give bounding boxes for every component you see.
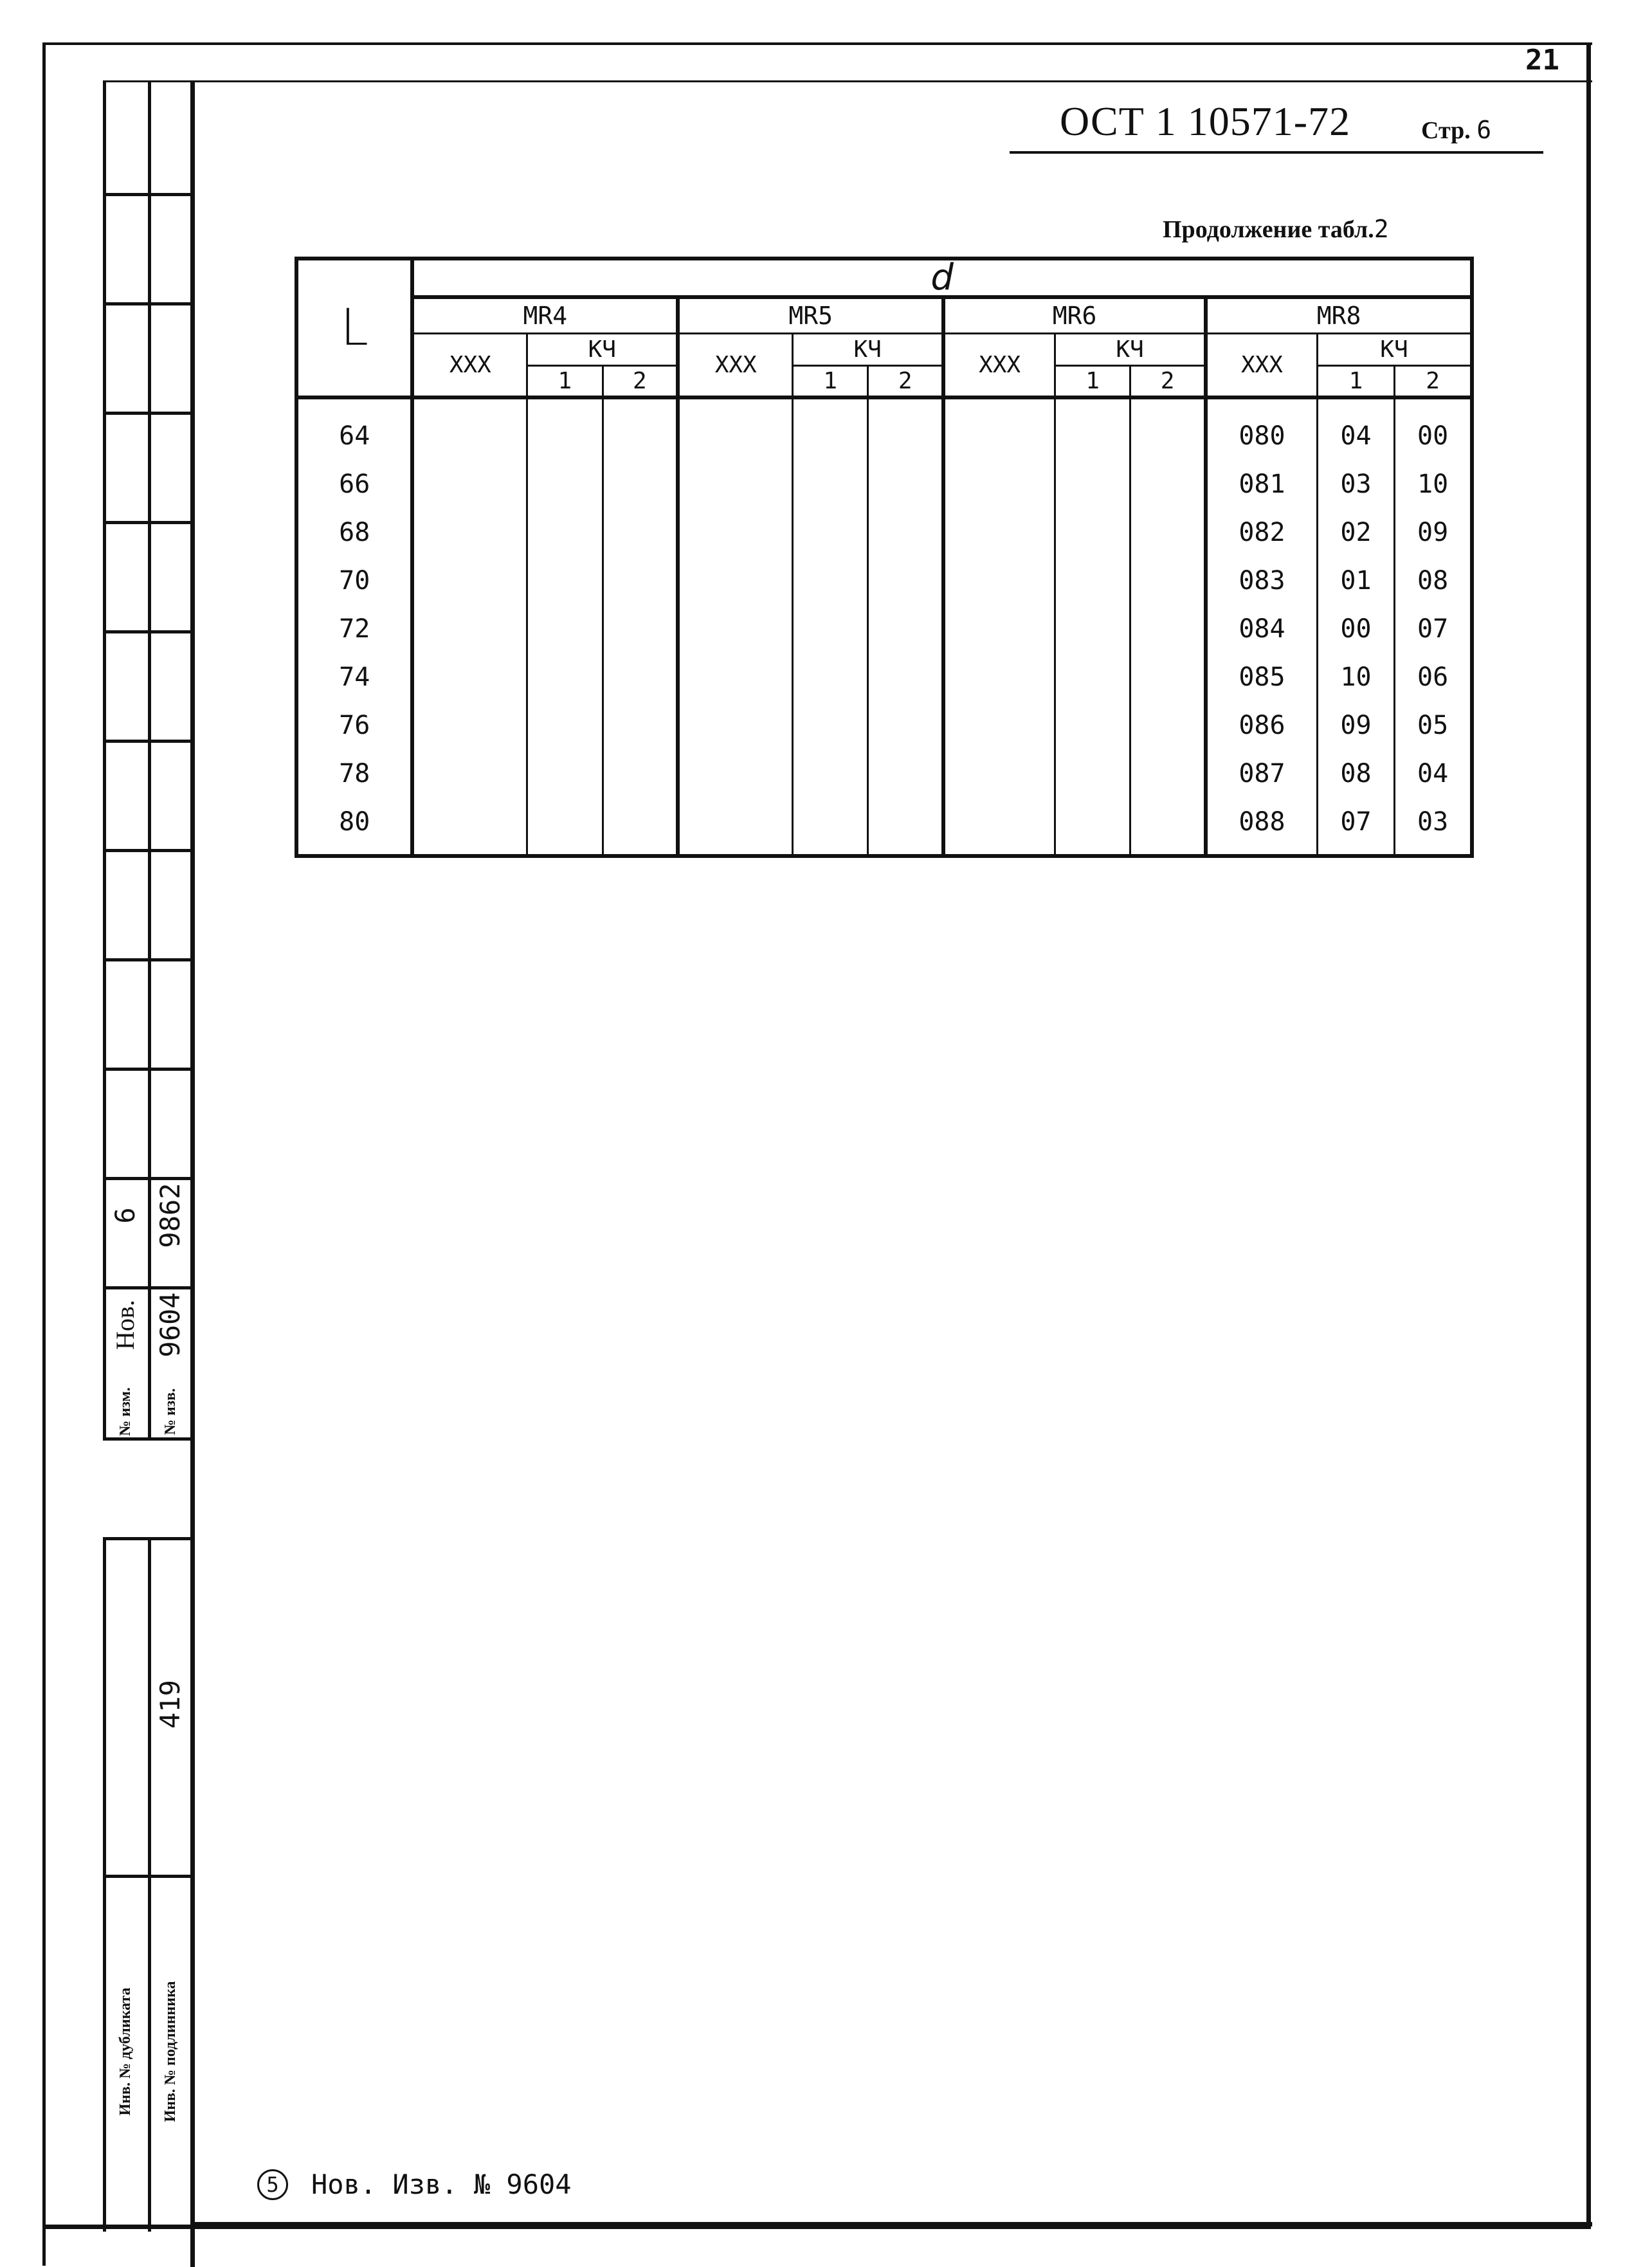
mr5-kch2-col [868,397,943,856]
table-body-row [296,397,1472,856]
group-header-mr6: MR6 [943,297,1206,333]
cell-kch1: 04 [1340,421,1372,451]
cell-xxx: 081 [1239,469,1285,499]
col-L-values [296,397,412,856]
doc-header [1010,98,1543,156]
mr4-kch1-col [527,397,603,856]
cell-L: 70 [339,566,370,596]
xxx-header: XXX [943,333,1055,397]
kch-sub-1: 1 [527,365,603,397]
kch-header: КЧ [527,333,678,365]
side-stamp-lower [103,1537,193,2232]
stamp-dup-label: Инв. № дубликата [117,1987,134,2116]
kch-header: КЧ [1055,333,1206,365]
stamp-izv-2: 9862 [154,1183,186,1248]
cell-kch2: 10 [1417,469,1449,499]
cell-L: 74 [339,662,370,692]
col-header-d: d [412,259,1472,297]
mr6-xxx-col [943,397,1055,856]
kch-sub-1: 1 [1055,365,1130,397]
footer-note [257,2169,572,2200]
cell-L: 76 [339,711,370,740]
cell-xxx: 083 [1239,566,1285,596]
cell-xxx: 082 [1239,518,1285,547]
cell-kch1: 03 [1340,469,1372,499]
page-label-value: 6 [1476,116,1492,144]
kch-sub-2: 2 [868,365,943,397]
cell-kch2: 07 [1417,614,1449,644]
mr8-kch2-col [1395,397,1472,856]
page-label [1421,116,1491,145]
content-bottom-line [190,2222,1592,2226]
group-header-mr8: MR8 [1206,297,1472,333]
mr4-xxx-col [412,397,527,856]
page-label-text: Стр. [1421,117,1471,144]
data-table [295,257,1474,858]
kch-sub-2: 2 [1130,365,1206,397]
cell-kch1: 01 [1340,566,1372,596]
cell-kch2: 03 [1417,807,1449,837]
cell-L: 66 [339,469,370,499]
cell-L: 64 [339,421,370,451]
cell-kch2: 06 [1417,662,1449,692]
cell-kch1: 00 [1340,614,1372,644]
stamp-line [103,412,193,415]
stamp-izv-1: 9604 [154,1292,186,1358]
cell-xxx: 086 [1239,711,1285,740]
footer-text: Нов. Изв. № 9604 [311,2169,572,2200]
kch-sub-1: 1 [1317,365,1394,397]
stamp-nov-label: Нов. [111,1300,140,1350]
xxx-header: XXX [412,333,527,397]
content-top-line [103,80,1592,82]
stamp-nov-value: 6 [109,1207,141,1224]
xxx-header: XXX [678,333,792,397]
footer-circle-number: 5 [257,2169,288,2200]
kch-header: КЧ [793,333,944,365]
cell-xxx: 080 [1239,421,1285,451]
mr6-kch2-col [1130,397,1206,856]
cell-xxx: 088 [1239,807,1285,837]
stamp-line [103,193,193,196]
mr4-kch2-col [603,397,678,856]
kch-sub-2: 2 [1395,365,1472,397]
stamp-line [103,302,193,305]
kch-header: КЧ [1317,333,1472,365]
cell-L: 78 [339,759,370,788]
caption-text: Продолжение табл. [1163,216,1374,243]
col-header-L: L [296,259,412,397]
cell-xxx: 084 [1239,614,1285,644]
stamp-line [103,1875,193,1878]
cell-kch2: 05 [1417,711,1449,740]
cell-xxx: 087 [1239,759,1285,788]
frame-top-line [42,42,1592,45]
mr8-kch1-col [1317,397,1394,856]
group-header-mr4: MR4 [412,297,678,333]
header-underline [1010,151,1543,154]
xxx-header: XXX [1206,333,1317,397]
cell-kch2: 08 [1417,566,1449,596]
mr5-kch1-col [793,397,868,856]
kch-sub-1: 1 [793,365,868,397]
stamp-line [103,849,193,852]
cell-kch2: 00 [1417,421,1449,451]
mr5-xxx-col [678,397,792,856]
stamp-izv-label: № изв. [162,1388,179,1435]
cell-kch1: 08 [1340,759,1372,788]
stamp-line [103,630,193,633]
caption-number: 2 [1374,215,1389,243]
stamp-izm-label: № изм. [117,1387,134,1436]
cell-xxx: 085 [1239,662,1285,692]
stamp-line [103,521,193,524]
mr8-xxx-col [1206,397,1317,856]
page-number: 21 [1525,44,1559,77]
cell-L: 80 [339,807,370,837]
mr6-kch1-col [1055,397,1130,856]
cell-kch2: 04 [1417,759,1449,788]
cell-L: 72 [339,614,370,644]
stamp-line [103,1068,193,1071]
side-stamp-upper [103,80,193,1441]
table-caption [1163,215,1389,244]
cell-kch2: 09 [1417,518,1449,547]
cell-kch1: 09 [1340,711,1372,740]
kch-sub-2: 2 [603,365,678,397]
cell-kch1: 10 [1340,662,1372,692]
doc-code: ОСТ 1 10571-72 [1060,98,1351,144]
stamp-orig-label: Инв. № подлинника [162,1981,179,2122]
stamp-orig-value: 419 [154,1680,186,1729]
cell-kch1: 02 [1340,518,1372,547]
frame-left-line [42,42,46,2266]
cell-kch1: 07 [1340,807,1372,837]
cell-L: 68 [339,518,370,547]
group-header-mr5: MR5 [678,297,943,333]
stamp-line [103,740,193,743]
stamp-line [103,958,193,961]
